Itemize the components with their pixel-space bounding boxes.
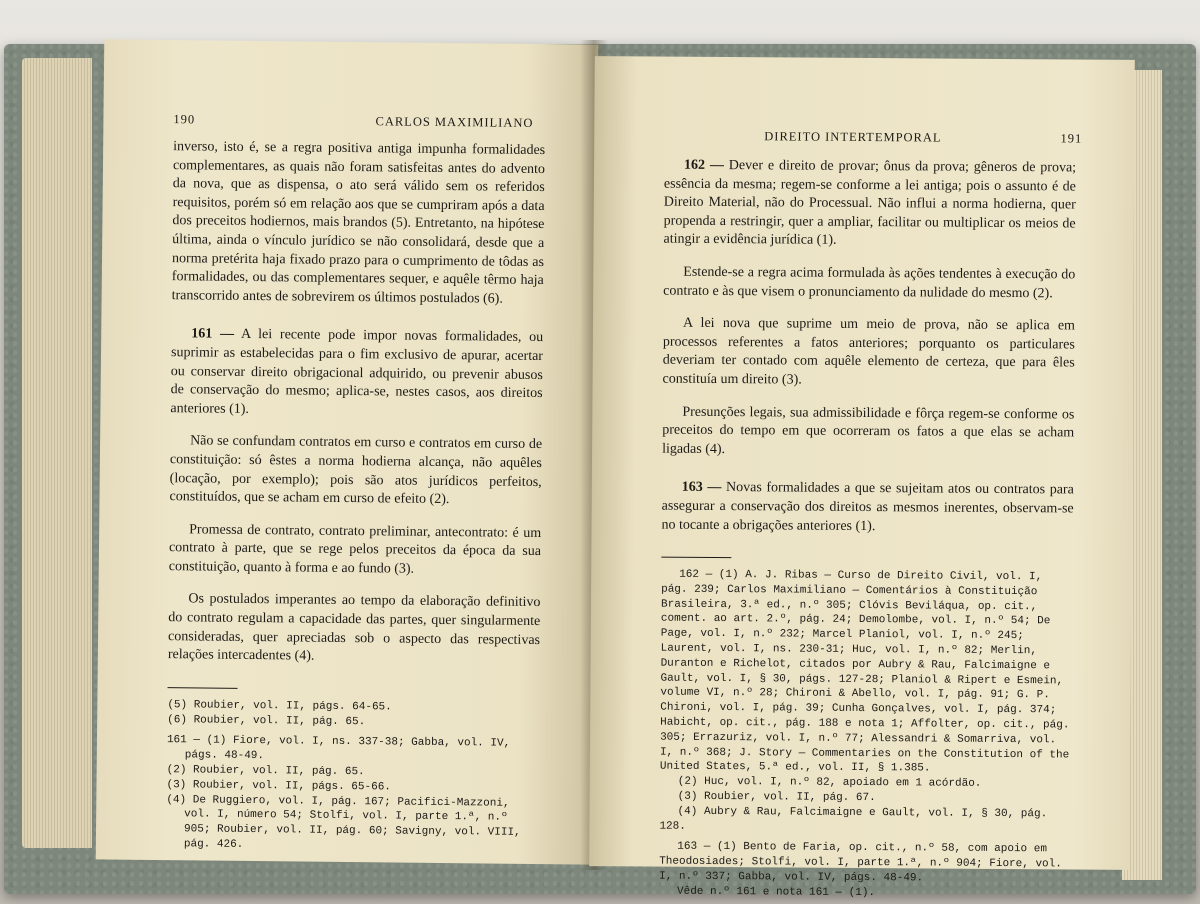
- left-page-body: [166, 138, 545, 856]
- footnote-group: [659, 840, 1071, 902]
- section-number: 162 —: [684, 157, 725, 174]
- right-page-body: [659, 157, 1076, 902]
- footnote: (6) Roubier, vol. II, pág. 65.: [167, 713, 366, 728]
- paragraph-text: Novas formalidades a que se sujeitam atos ou contratos para assegurar a conservação dos direitos as mesmos inerentes, observam-se no tocante a obrigações anteriores (1).: [661, 480, 1074, 534]
- paragraph: Estende-se a regra acima formulada às ações tendentes à execução do contrato e às que visem o pronunciamento da nulidade do mesmo (2).: [663, 264, 1076, 301]
- section-number: 161 —: [191, 326, 235, 343]
- running-head: CARLOS MAXIMILIANO: [375, 114, 534, 130]
- footnote: (4) De Ruggiero, vol. I, pág. 167; Pacifici-Mazzoni, vol. I, número 54; Stolfi, vol. I, parte 1.ª, n.º 905; Roubier, vol. II, pág. 60; Savigny, vol. VIII, pág. 426.: [166, 793, 521, 851]
- footnote: (4) Aubry & Rau, Falcimaigne e Gault, vol. I, § 30, pág. 128.: [659, 805, 1048, 833]
- footnote-rule: [168, 687, 238, 689]
- running-head: DIREITO INTERTEMPORAL: [764, 129, 942, 145]
- right-page-header: [764, 129, 1082, 146]
- paragraph-text: Dever e direito de provar; ônus da prova; gêneros de prova; essência da mesma; regem-se conforme a lei antiga; pois o assunto é de Direito Material, não do Processual. Não influi a norma hodierna, quer propenda a restringir, quer a ampliar, facilitar ou multiplicar os meios de atingir a evidência jurídica (1).: [663, 158, 1077, 249]
- left-page: [96, 39, 599, 864]
- paragraph-section-162: [663, 157, 1076, 253]
- footnotes: [659, 568, 1073, 902]
- footnote: 162 — (1) A. J. Ribas — Curso de Direito Civil, vol. I, pág. 239; Carlos Maximiliano — Comentários à Constituição Brasileira, 3.ª ed., n.º 305; Clóvis Beviláqua, op. cit., coment. ao art. 2.º, pág. 24; Demolombe, vol. I, n.º 54; De Page, vol. I, n.º 232; Marcel Planiol, vol. I, n.º 245; Laurent, vol. I, ns. 230-31; Huc, vol. I, n.º 82; Merlin, Duranton e Richelot, citados por Aubry & Rau, Falcimaigne e Gault, vol. I, § 30, págs. 127-28; Planiol & Ripert e Esmein, volume VI, n.º 28; Chironi & Abello, vol. I, pág. 91; G. P. Chironi, vol. I, pág. 39; Cunha Gonçalves, vol. I, pág. 374; Habicht, op. cit., pág. 188 e nota 1; Affolter, op. cit., pág. 305; Errazuriz, vol. I, n.º 77; Alessandri & Somarriva, vol. I, n.º 368; J. Story — Commentaries on the Constitution of the United States, 5.ª ed., vol. II, § 1.385.: [659, 568, 1070, 775]
- footnote: Vêde n.º 161 e nota 161 — (1).: [676, 885, 876, 899]
- paragraph: Promessa de contrato, contrato preliminar, antecontrato: é um contrato à parte, que se rege pelos preceitos da época da sua constituição, quanto à forma e ao fundo (3).: [168, 522, 542, 577]
- paragraph: inverso, isto é, se a regra positiva antiga impunha formalidades complementares, as quais não foram satisfeitas antes do advento da nova, que as dispensa, o ato será válido sem os referidos requisitos, porém só em relação aos que se cumpriram após a data dos preceitos hodiernos, mais brandos (5). Entretanto, na hipótese última, ainda o vínculo jurídico se não consolidará, desde que a norma pretérita haja fixado prazo para o cumprimento de tôdas as formalidades, ou das complementares sequer, e aquêle têrmo haja transcorrido antes de sobrevirem os últimos postulados (6).: [171, 139, 546, 307]
- footnote: 161 — (1) Fiore, vol. I, ns. 337-38; Gabba, vol. IV, págs. 48-49.: [166, 734, 511, 763]
- footnote-rule: [661, 557, 731, 558]
- paragraph-section-161: [170, 325, 543, 422]
- paragraph: Presunções legais, sua admissibilidade e fôrça regem-se conforme os preceitos do tempo em que ocorreram os fatos a que elas se acham ligadas (4).: [662, 404, 1075, 457]
- footnote: (3) Roubier, vol. II, págs. 65-66.: [166, 778, 391, 794]
- left-page-edges: [22, 58, 92, 848]
- footnotes: [166, 698, 540, 856]
- left-page-header: [173, 112, 533, 131]
- footnote: (3) Roubier, vol. II, pág. 67.: [677, 790, 876, 805]
- footnote: (2) Huc, vol. I, n.º 82, apoiado em 1 acórdão.: [677, 775, 982, 791]
- footnote: (2) Roubier, vol. II, pág. 65.: [166, 764, 365, 779]
- footnote: (5) Roubier, vol. II, págs. 64-65.: [167, 698, 392, 714]
- footnote: 163 — (1) Bento de Faria, op. cit., n.º 58, com apoio em Theodosiades; Stolfi, vol. I, parte 1.ª, n.º 904; Fiore, vol. I, n.º 337; Gabba, vol. IV, págs. 48-49.: [659, 841, 1062, 885]
- paragraph-section-163: [661, 479, 1073, 538]
- paragraph: Não se confundam contratos em curso e contratos em curso de constituição: só êstes a norma hodierna alcança, não aquêles (locação, por exemplo); pois são atos jurídicos perfeitos, constituídos, que se acham em curso de efeito (2).: [169, 433, 543, 508]
- right-page: [589, 56, 1135, 899]
- page-number: 190: [173, 112, 196, 127]
- paragraph-text: A lei recente pode impor novas formalidades, ou suprimir as estabelecidas para o fim exclusivo de apurar, acertar ou conservar direito obrigacional adquirido, ou prevenir abusos de conservação do mesmo; aplica-se, nestes casos, aos direitos anteriores (1).: [170, 327, 544, 417]
- paragraph: A lei nova que suprime um meio de prova, não se aplica em processos referentes a fatos anteriores; porquanto os particulares deveriam ter contado com aquêle elemento de certeza, que para êles constituía um direito (3).: [662, 315, 1076, 388]
- page-number: 191: [1060, 131, 1083, 146]
- footnote-group: [166, 734, 539, 856]
- section-number: 163 —: [681, 480, 722, 496]
- paragraph: Os postulados imperantes ao tempo da elaboração definitivo do contrato regulam a capacidade das partes, quer singularmente consideradas, quer apreciadas sob o aspecto das respectivas relações intercadentes (4).: [167, 591, 541, 664]
